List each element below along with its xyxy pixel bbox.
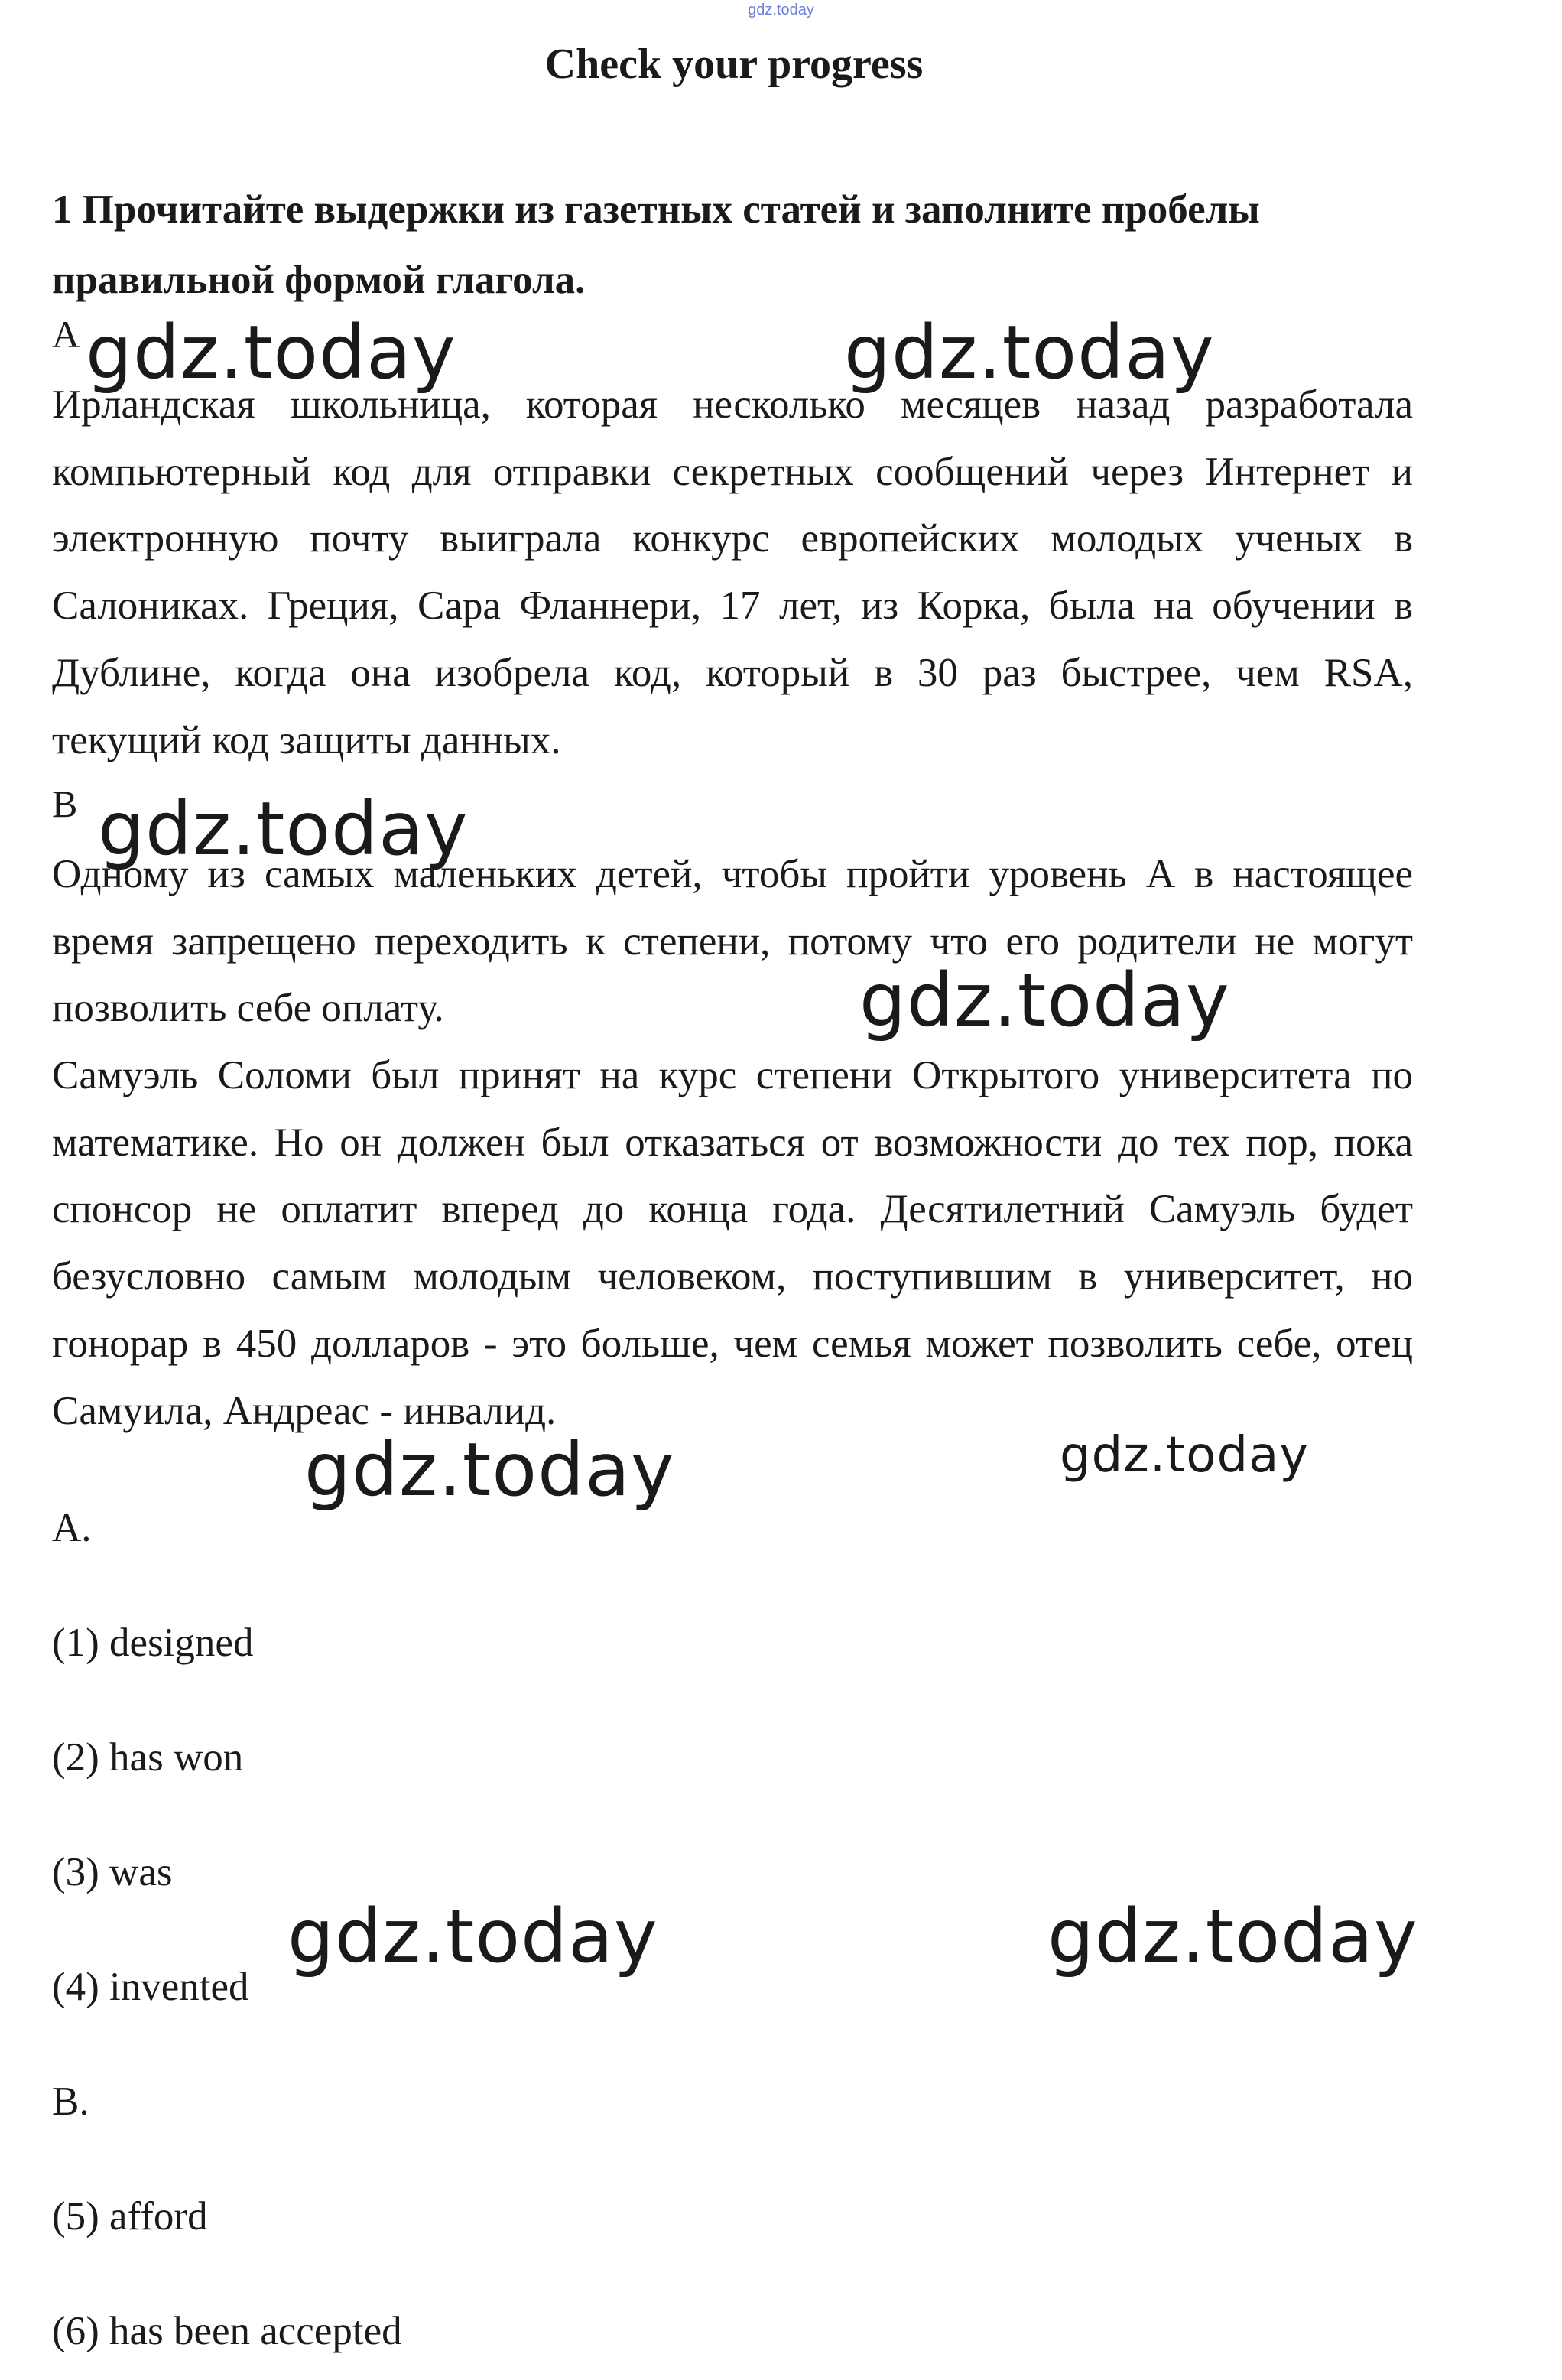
answers-b-label: B. bbox=[52, 2079, 89, 2124]
answer-item: (2) has won bbox=[52, 1735, 244, 1780]
answer-item: (4) invented bbox=[52, 1965, 249, 2009]
watermark: gdz.today bbox=[86, 310, 456, 395]
page-title: Check your progress bbox=[544, 41, 924, 88]
watermark: gdz.today bbox=[98, 786, 469, 872]
watermark: gdz.today bbox=[844, 310, 1215, 395]
task-instruction: 1 Прочитайте выдержки из газетных статей и заполните пробелы правильной формой глагола. bbox=[52, 187, 1260, 302]
section-b-paragraph-1: Одному из самых маленьких детей, чтобы пройти уровень А в настоящее время запрещено переходить к степени, потому что его родители не могут позволить себе оплату. bbox=[52, 852, 1413, 1031]
section-b-paragraph-2: Самуэль Соломи был принят на курс степени Открытого университета по математике. Но он должен был отказаться от возможности до тех пор, пока спонсор не оплатит вперед до конца года. Десятилетний Самуэль будет безусловно самым молодым человеком, поступившим в университет, но гонорар в 450 долларов - это больше, чем семья может позволить себе, отец Самуила, Андреас - инвалид. bbox=[52, 1053, 1413, 1433]
watermark: gdz.today bbox=[1060, 1427, 1310, 1484]
answer-item: (3) was bbox=[52, 1850, 173, 1894]
watermark: gdz.today bbox=[1047, 1894, 1418, 1979]
answer-item: (6) has been accepted bbox=[52, 2309, 402, 2353]
section-b-label: B bbox=[52, 782, 78, 825]
answer-item: (5) afford bbox=[52, 2194, 208, 2239]
section-a-label: A bbox=[52, 313, 80, 356]
section-a-paragraph: Ирландская школьница, которая несколько месяцев назад разработала компьютерный код для отправки секретных сообщений через Интернет и электронную почту выиграла конкурс европейских молодых ученых в Салониках. Греция, Сара Фланнери, 17 лет, из Корка, была на обучении в Дублине, когда она изобрела код, который в 30 раз быстрее, чем RSA, текущий код защиты данных. bbox=[52, 382, 1413, 762]
answer-item: (1) designed bbox=[52, 1621, 254, 1665]
watermark: gdz.today bbox=[304, 1427, 675, 1513]
watermark: gdz.today bbox=[287, 1894, 658, 1979]
answers-a-label: A. bbox=[52, 1506, 92, 1550]
watermark: gdz.today bbox=[859, 958, 1230, 1043]
top-watermark: gdz.today bbox=[748, 2, 814, 18]
